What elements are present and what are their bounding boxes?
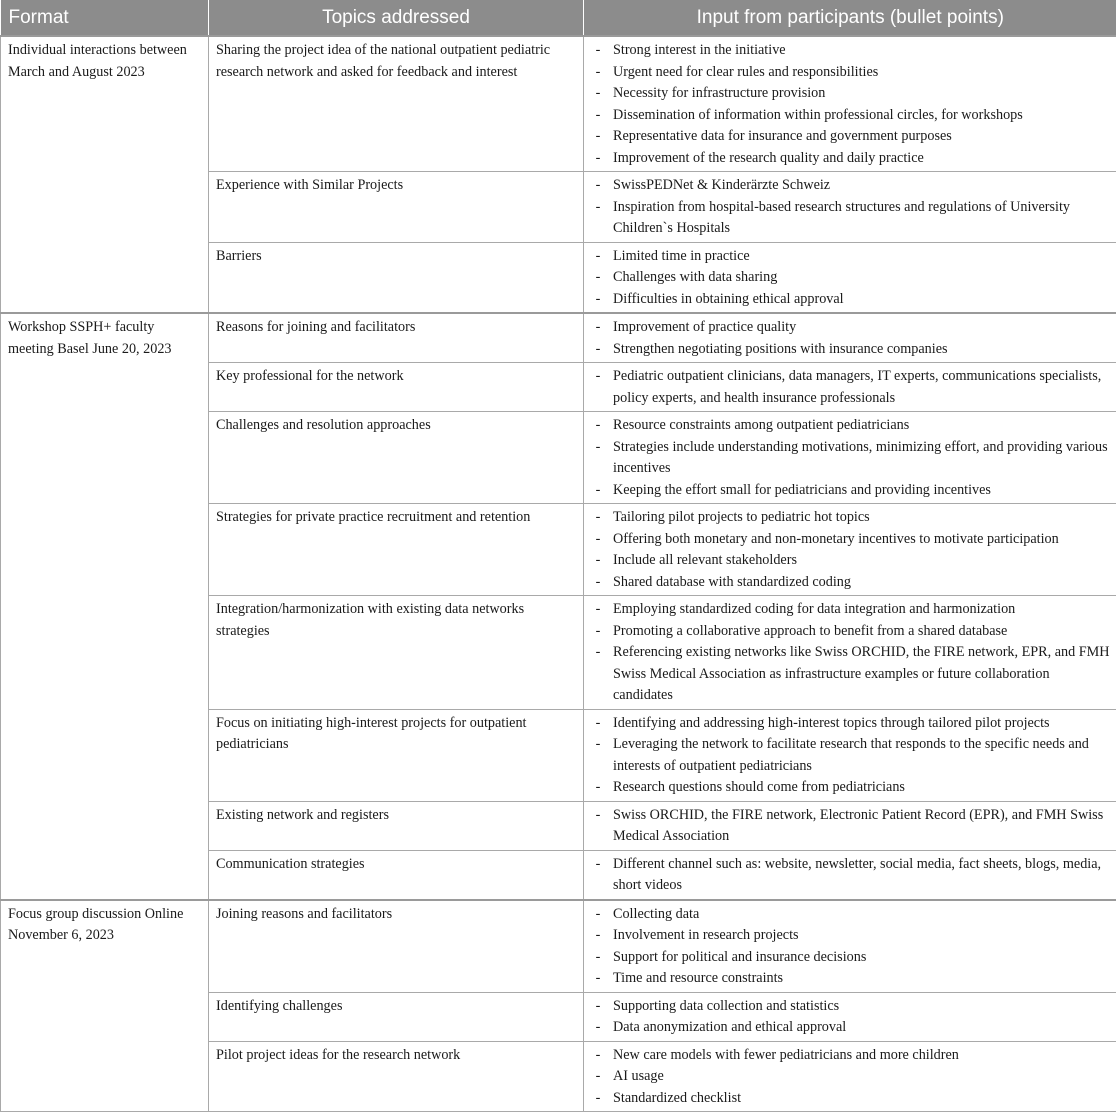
bullet-item xyxy=(591,62,1110,84)
bullet-item xyxy=(591,480,1110,502)
header-inputs: Input from participants (bullet points) xyxy=(584,0,1116,36)
bullet-text: Offering both monetary and non-monetary incentives to motivate participation xyxy=(613,531,1059,547)
bullet-text: Research questions should come from pediatricians xyxy=(613,779,905,795)
bullet-item xyxy=(591,621,1110,643)
bullet-text: SwissPEDNet & Kinderärzte Schweiz xyxy=(613,177,830,193)
bullet-item xyxy=(591,197,1110,240)
topic-cell: Key professional for the network xyxy=(209,363,584,412)
input-cell xyxy=(584,1041,1116,1112)
bullet-list xyxy=(591,507,1110,593)
bullet-dash: - xyxy=(592,777,604,799)
bullet-dash: - xyxy=(592,339,604,361)
bullet-list xyxy=(591,246,1110,311)
bullet-text: Promoting a collaborative approach to benefit from a shared database xyxy=(613,623,1007,639)
bullet-item xyxy=(591,437,1110,480)
bullet-item xyxy=(591,507,1110,529)
bullet-text: Improvement of the research quality and daily practice xyxy=(613,150,924,166)
bullet-dash: - xyxy=(592,126,604,148)
bullet-text: Necessity for infrastructure provision xyxy=(613,85,825,101)
bullet-item xyxy=(591,1088,1110,1110)
bullet-text: Identifying and addressing high-interest topics through tailored pilot projects xyxy=(613,715,1050,731)
input-cell xyxy=(584,363,1116,412)
topic-cell: Communication strategies xyxy=(209,850,584,900)
bullet-dash: - xyxy=(592,267,604,289)
bullet-dash: - xyxy=(592,529,604,551)
input-cell xyxy=(584,412,1116,504)
topic-cell: Identifying challenges xyxy=(209,992,584,1041)
bullet-dash: - xyxy=(592,317,604,339)
bullet-item xyxy=(591,777,1110,799)
bullet-dash: - xyxy=(592,1017,604,1039)
format-cell: Focus group discussion Online November 6, 2023 xyxy=(1,900,209,1112)
bullet-list xyxy=(591,805,1110,848)
bullet-dash: - xyxy=(592,289,604,311)
input-cell xyxy=(584,900,1116,993)
topic-cell: Integration/harmonization with existing data networks strategies xyxy=(209,596,584,710)
bullet-text: Dissemination of information within professional circles, for workshops xyxy=(613,107,1023,123)
bullet-text: Support for political and insurance decisions xyxy=(613,949,866,965)
bullet-item xyxy=(591,175,1110,197)
bullet-item xyxy=(591,805,1110,848)
bullet-text: Strategies include understanding motivations, minimizing effort, and providing various incentives xyxy=(613,439,1108,477)
bullet-list xyxy=(591,996,1110,1039)
bullet-list xyxy=(591,366,1110,409)
bullet-item xyxy=(591,854,1110,897)
bullet-item xyxy=(591,572,1110,594)
bullet-item xyxy=(591,40,1110,62)
bullet-item xyxy=(591,267,1110,289)
bullet-item xyxy=(591,642,1110,707)
bullet-dash: - xyxy=(592,621,604,643)
topic-cell: Barriers xyxy=(209,242,584,313)
bullet-text: Pediatric outpatient clinicians, data managers, IT experts, communications specialists, policy experts, and health insurance professionals xyxy=(613,368,1101,406)
bullet-dash: - xyxy=(592,437,604,459)
bullet-dash: - xyxy=(592,1045,604,1067)
bullet-item xyxy=(591,996,1110,1018)
bullet-item xyxy=(591,246,1110,268)
format-cell: Workshop SSPH+ faculty meeting Basel June 20, 2023 xyxy=(1,313,209,900)
input-cell xyxy=(584,36,1116,172)
table-row xyxy=(1,36,1116,172)
bullet-list xyxy=(591,40,1110,169)
bullet-item xyxy=(591,339,1110,361)
bullet-text: Limited time in practice xyxy=(613,248,750,264)
bullet-dash: - xyxy=(592,105,604,127)
bullet-list xyxy=(591,175,1110,240)
table-body xyxy=(1,36,1116,1112)
bullet-dash: - xyxy=(592,148,604,170)
bullet-text: Challenges with data sharing xyxy=(613,269,777,285)
bullet-dash: - xyxy=(592,947,604,969)
topic-cell: Reasons for joining and facilitators xyxy=(209,313,584,363)
bullet-list xyxy=(591,904,1110,990)
bullet-dash: - xyxy=(592,366,604,388)
input-cell xyxy=(584,992,1116,1041)
input-cell xyxy=(584,801,1116,850)
table-row xyxy=(1,313,1116,363)
bullet-item xyxy=(591,1066,1110,1088)
bullet-dash: - xyxy=(592,197,604,219)
bullet-text: Improvement of practice quality xyxy=(613,319,796,335)
input-cell xyxy=(584,850,1116,900)
topic-cell: Challenges and resolution approaches xyxy=(209,412,584,504)
bullet-list xyxy=(591,599,1110,707)
input-cell xyxy=(584,313,1116,363)
format-cell: Individual interactions between March and August 2023 xyxy=(1,36,209,313)
bullet-text: Involvement in research projects xyxy=(613,927,799,943)
bullet-list xyxy=(591,317,1110,360)
bullet-dash: - xyxy=(592,246,604,268)
bullet-text: Urgent need for clear rules and responsibilities xyxy=(613,64,878,80)
bullet-item xyxy=(591,925,1110,947)
header-row xyxy=(1,0,1116,36)
input-cell xyxy=(584,172,1116,243)
bullet-dash: - xyxy=(592,1088,604,1110)
header-format: Format xyxy=(1,0,209,36)
bullet-item xyxy=(591,947,1110,969)
bullet-text: Strong interest in the initiative xyxy=(613,42,786,58)
bullet-text: Inspiration from hospital-based research structures and regulations of University Children`s Hospitals xyxy=(613,199,1070,237)
bullet-text: Time and resource constraints xyxy=(613,970,783,986)
bullet-text: Employing standardized coding for data integration and harmonization xyxy=(613,601,1015,617)
topic-cell: Focus on initiating high-interest projects for outpatient pediatricians xyxy=(209,709,584,801)
bullet-dash: - xyxy=(592,572,604,594)
bullet-text: Resource constraints among outpatient pediatricians xyxy=(613,417,909,433)
table-header xyxy=(1,0,1116,36)
bullet-text: AI usage xyxy=(613,1068,664,1084)
bullet-text: Tailoring pilot projects to pediatric hot topics xyxy=(613,509,870,525)
bullet-text: New care models with fewer pediatricians and more children xyxy=(613,1047,959,1063)
bullet-dash: - xyxy=(592,175,604,197)
topic-cell: Sharing the project idea of the national outpatient pediatric research network and asked for feedback and interest xyxy=(209,36,584,172)
bullet-text: Difficulties in obtaining ethical approval xyxy=(613,291,844,307)
input-cell xyxy=(584,504,1116,596)
bullet-text: Different channel such as: website, newsletter, social media, fact sheets, blogs, media, short videos xyxy=(613,856,1101,894)
bullet-dash: - xyxy=(592,550,604,572)
bullet-text: Swiss ORCHID, the FIRE network, Electronic Patient Record (EPR), and FMH Swiss Medical Association xyxy=(613,807,1103,845)
bullet-dash: - xyxy=(592,925,604,947)
bullet-item xyxy=(591,713,1110,735)
header-topics: Topics addressed xyxy=(209,0,584,36)
bullet-item xyxy=(591,366,1110,409)
bullet-list xyxy=(591,1045,1110,1110)
bullet-text: Supporting data collection and statistics xyxy=(613,998,839,1014)
bullet-text: Representative data for insurance and government purposes xyxy=(613,128,952,144)
bullet-text: Shared database with standardized coding xyxy=(613,574,851,590)
bullet-item xyxy=(591,415,1110,437)
bullet-dash: - xyxy=(592,62,604,84)
input-cell xyxy=(584,242,1116,313)
topic-cell: Strategies for private practice recruitment and retention xyxy=(209,504,584,596)
input-cell xyxy=(584,596,1116,710)
bullet-dash: - xyxy=(592,415,604,437)
bullet-item xyxy=(591,317,1110,339)
bullet-dash: - xyxy=(592,968,604,990)
bullet-item xyxy=(591,904,1110,926)
bullet-dash: - xyxy=(592,996,604,1018)
bullet-dash: - xyxy=(592,599,604,621)
bullet-dash: - xyxy=(592,805,604,827)
bullet-item xyxy=(591,599,1110,621)
bullet-dash: - xyxy=(592,83,604,105)
bullet-dash: - xyxy=(592,480,604,502)
topic-cell: Existing network and registers xyxy=(209,801,584,850)
bullet-text: Include all relevant stakeholders xyxy=(613,552,797,568)
bullet-item xyxy=(591,734,1110,777)
bullet-item xyxy=(591,1045,1110,1067)
bullet-text: Collecting data xyxy=(613,906,699,922)
bullet-dash: - xyxy=(592,507,604,529)
bullet-text: Strengthen negotiating positions with insurance companies xyxy=(613,341,948,357)
bullet-dash: - xyxy=(592,40,604,62)
input-cell xyxy=(584,709,1116,801)
bullet-text: Leveraging the network to facilitate research that responds to the specific needs and interests of outpatient pediatricians xyxy=(613,736,1089,774)
bullet-list xyxy=(591,854,1110,897)
bullet-item xyxy=(591,289,1110,311)
table-row xyxy=(1,900,1116,993)
bullet-text: Keeping the effort small for pediatricians and providing incentives xyxy=(613,482,991,498)
bullet-item xyxy=(591,968,1110,990)
topic-cell: Experience with Similar Projects xyxy=(209,172,584,243)
bullet-dash: - xyxy=(592,1066,604,1088)
bullet-list xyxy=(591,415,1110,501)
bullet-item xyxy=(591,529,1110,551)
bullet-item xyxy=(591,83,1110,105)
bullet-item xyxy=(591,1017,1110,1039)
bullet-item xyxy=(591,105,1110,127)
bullet-dash: - xyxy=(592,734,604,756)
bullet-text: Standardized checklist xyxy=(613,1090,741,1106)
bullet-text: Referencing existing networks like Swiss ORCHID, the FIRE network, EPR, and FMH Swiss Medical Association as infrastructure examples or future collaboration candidates xyxy=(613,644,1110,703)
bullet-item xyxy=(591,550,1110,572)
bullet-item xyxy=(591,126,1110,148)
bullet-dash: - xyxy=(592,713,604,735)
bullet-text: Data anonymization and ethical approval xyxy=(613,1019,846,1035)
topic-cell: Pilot project ideas for the research network xyxy=(209,1041,584,1112)
bullet-dash: - xyxy=(592,904,604,926)
bullet-item xyxy=(591,148,1110,170)
topic-cell: Joining reasons and facilitators xyxy=(209,900,584,993)
bullet-list xyxy=(591,713,1110,799)
bullet-dash: - xyxy=(592,854,604,876)
bullet-dash: - xyxy=(592,642,604,664)
